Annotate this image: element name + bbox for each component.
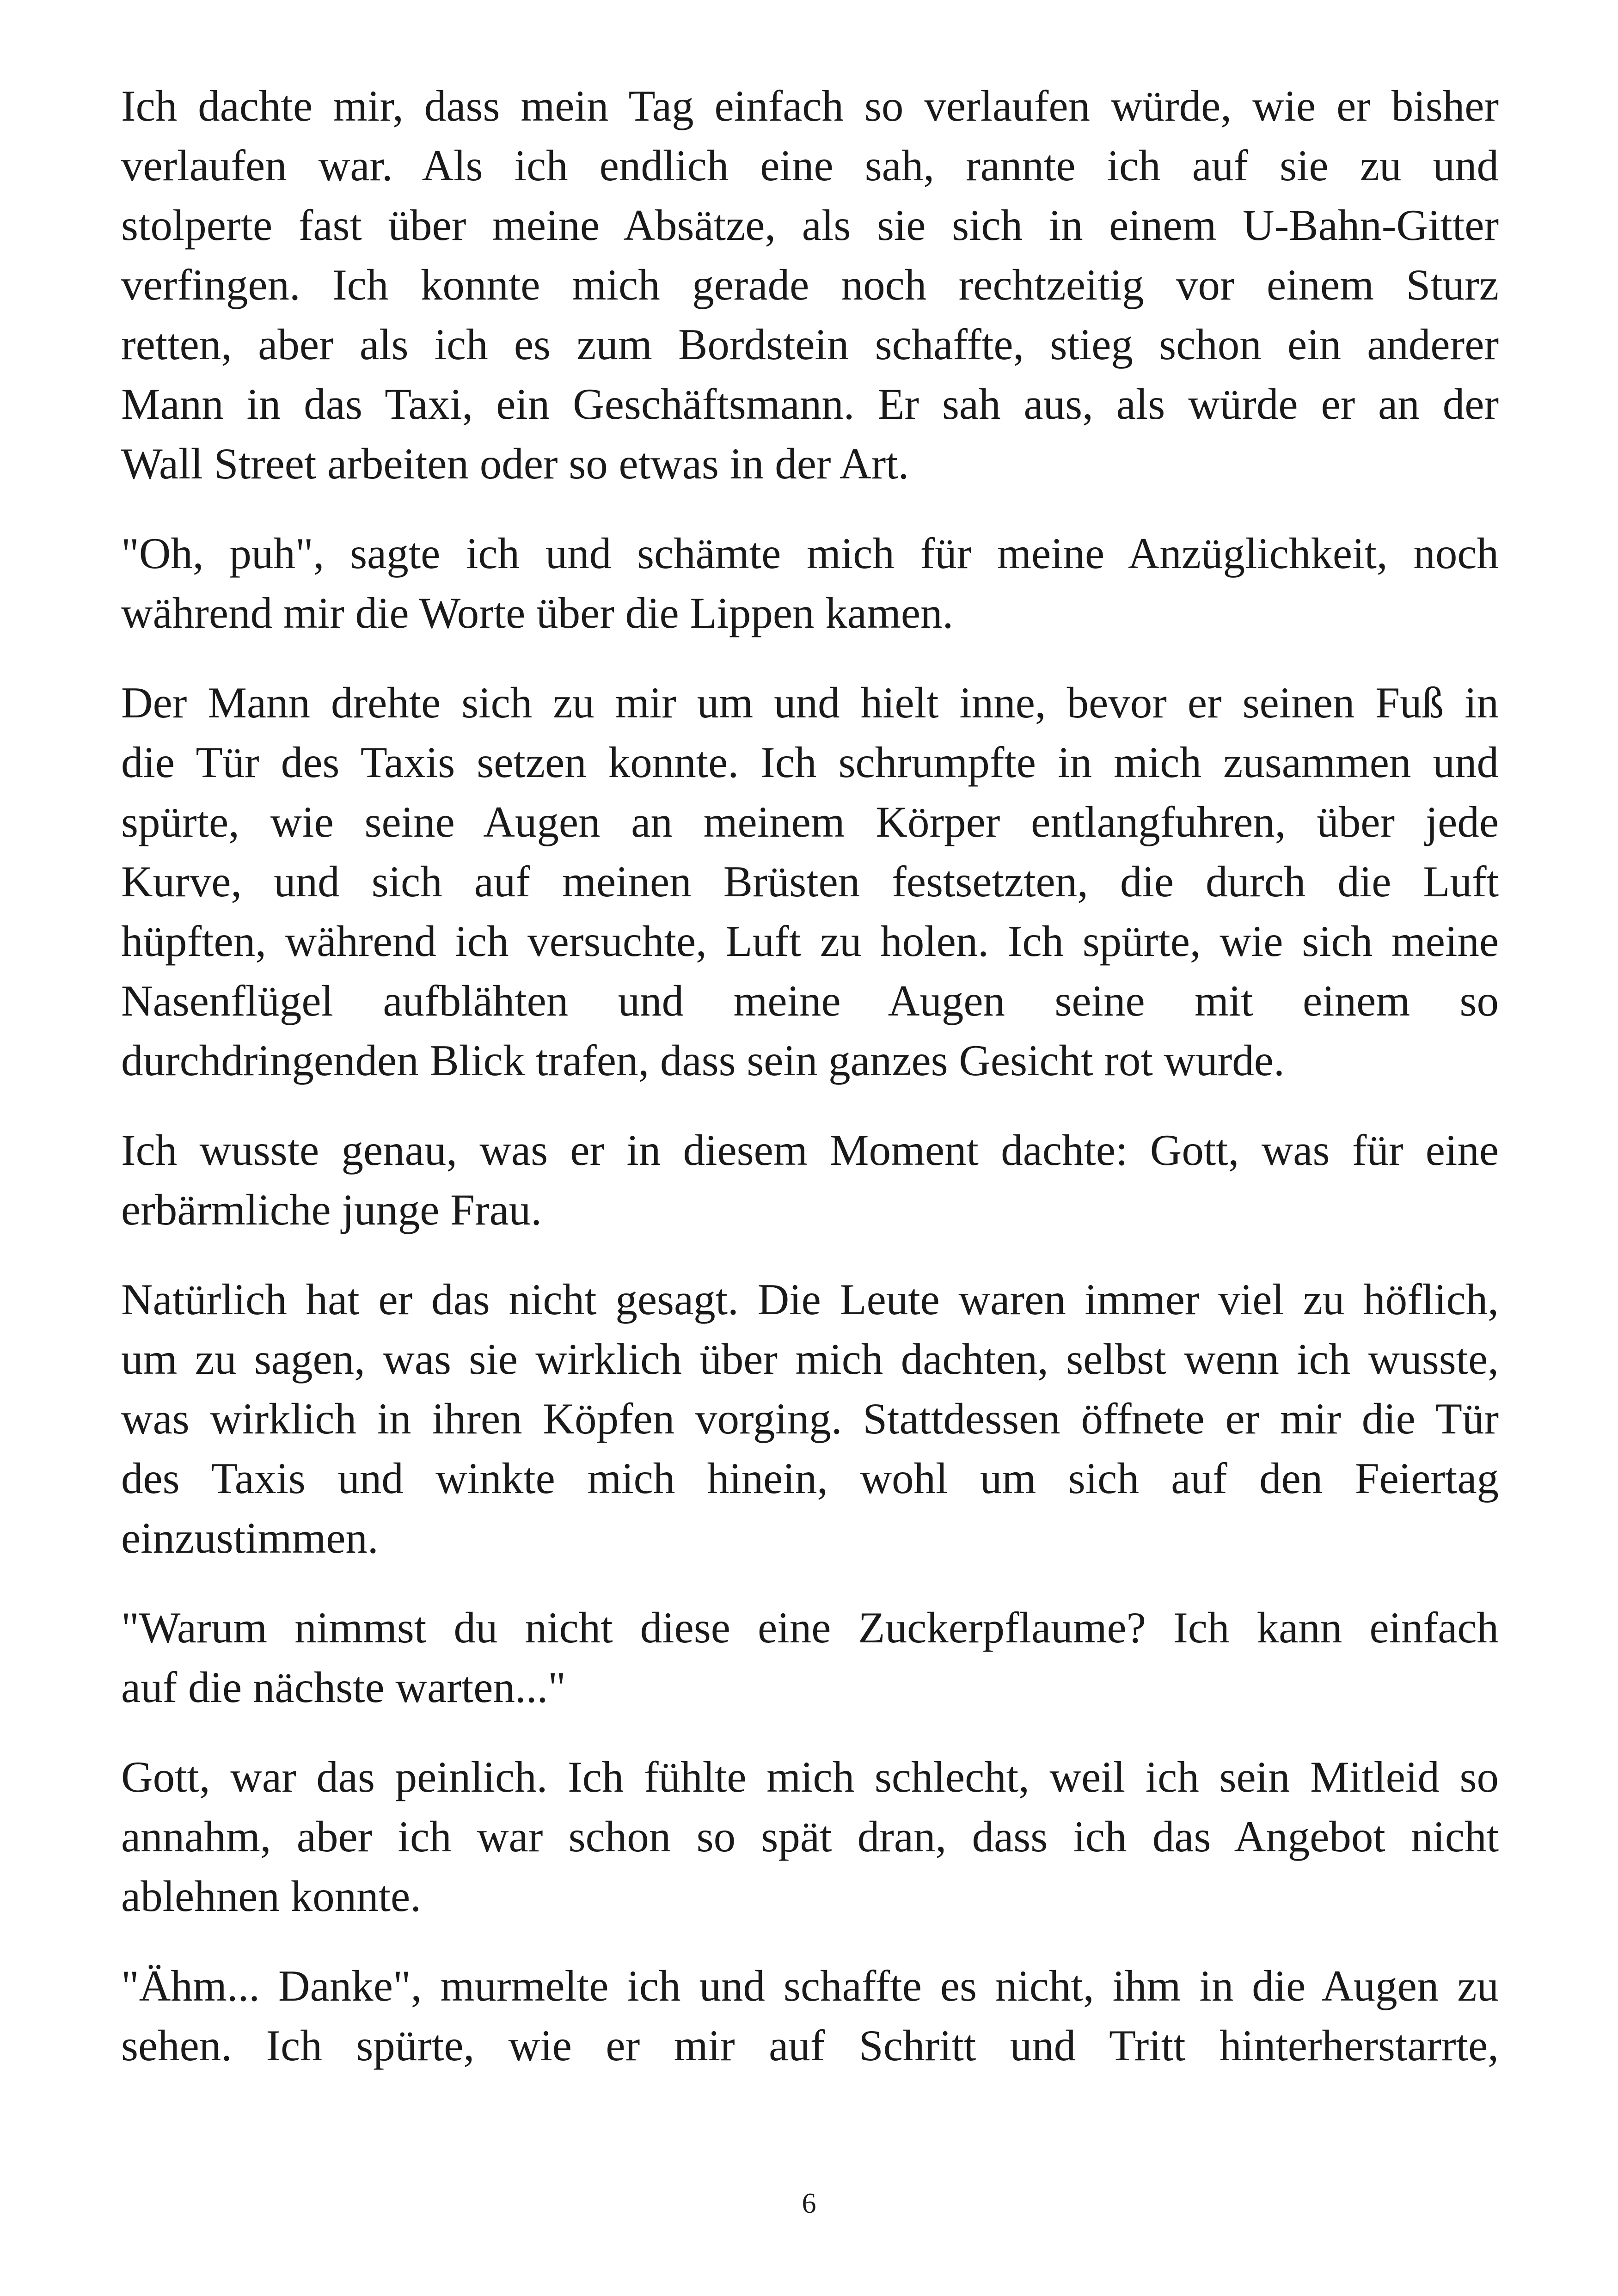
text-line: verfingen. Ich konnte mich gerade noch rechtzeitig vor einem Sturz bbox=[121, 260, 1499, 309]
text-line: annahm, aber ich war schon so spät dran, dass ich das Angebot nicht bbox=[121, 1812, 1499, 1861]
text-line: "Ähm... Danke", murmelte ich und schaffte es nicht, ihm in die Augen zu bbox=[121, 1961, 1499, 2010]
text-line: was wirklich in ihren Köpfen vorging. Stattdessen öffnete er mir die Tür bbox=[121, 1394, 1499, 1443]
text-line: Natürlich hat er das nicht gesagt. Die Leute waren immer viel zu höflich, bbox=[121, 1275, 1499, 1324]
text-line: die Tür des Taxis setzen konnte. Ich schrumpfte in mich zusammen und bbox=[121, 738, 1499, 787]
text-line: Kurve, und sich auf meinen Brüsten festsetzten, die durch die Luft bbox=[121, 857, 1499, 906]
text-line: hüpften, während ich versuchte, Luft zu holen. Ich spürte, wie sich meine bbox=[121, 917, 1499, 966]
paragraph-3 bbox=[121, 673, 1499, 1090]
text-line: Ich wusste genau, was er in diesem Moment dachte: Gott, was für eine bbox=[121, 1126, 1499, 1175]
paragraph-8 bbox=[121, 1956, 1499, 2076]
text-line: auf die nächste warten..." bbox=[121, 1663, 566, 1712]
text-line: während mir die Worte über die Lippen kamen. bbox=[121, 588, 954, 637]
text-line: erbärmliche junge Frau. bbox=[121, 1185, 542, 1234]
text-line: Ich dachte mir, dass mein Tag einfach so verlaufen würde, wie er bisher bbox=[121, 81, 1499, 130]
paragraph-6 bbox=[121, 1598, 1499, 1717]
paragraph-5 bbox=[121, 1270, 1499, 1568]
paragraph-1 bbox=[121, 76, 1499, 494]
text-line: ablehnen konnte. bbox=[121, 1872, 421, 1921]
text-line: retten, aber als ich es zum Bordstein schaffte, stieg schon ein anderer bbox=[121, 320, 1499, 369]
text-line: verlaufen war. Als ich endlich eine sah, rannte ich auf sie zu und bbox=[121, 141, 1499, 190]
paragraph-2 bbox=[121, 524, 1499, 643]
text-line: Nasenflügel aufblähten und meine Augen seine mit einem so bbox=[121, 976, 1499, 1025]
text-line: "Oh, puh", sagte ich und schämte mich für meine Anzüglichkeit, noch bbox=[121, 529, 1499, 578]
text-line: Der Mann drehte sich zu mir um und hielt inne, bevor er seinen Fuß in bbox=[121, 678, 1499, 727]
page-number: 6 bbox=[802, 2188, 816, 2219]
text-line: Wall Street arbeiten oder so etwas in der Art. bbox=[121, 439, 909, 488]
text-line: stolperte fast über meine Absätze, als sie sich in einem U-Bahn-Gitter bbox=[121, 201, 1499, 250]
text-line: Mann in das Taxi, ein Geschäftsmann. Er sah aus, als würde er an der bbox=[121, 380, 1499, 429]
text-line: durchdringenden Blick trafen, dass sein ganzes Gesicht rot wurde. bbox=[121, 1036, 1285, 1085]
text-line: einzustimmen. bbox=[121, 1513, 379, 1562]
text-line: spürte, wie seine Augen an meinem Körper entlangfuhren, über jede bbox=[121, 797, 1499, 846]
paragraph-7 bbox=[121, 1747, 1499, 1926]
text-line: des Taxis und winkte mich hinein, wohl um sich auf den Feiertag bbox=[121, 1454, 1499, 1503]
body-text bbox=[121, 76, 1499, 2106]
text-line: um zu sagen, was sie wirklich über mich dachten, selbst wenn ich wusste, bbox=[121, 1335, 1499, 1384]
text-line: "Warum nimmst du nicht diese eine Zuckerpflaume? Ich kann einfach bbox=[121, 1603, 1499, 1652]
paragraph-4 bbox=[121, 1120, 1499, 1240]
text-line: sehen. Ich spürte, wie er mir auf Schritt und Tritt hinterherstarrte, bbox=[121, 2021, 1499, 2070]
text-line: Gott, war das peinlich. Ich fühlte mich schlecht, weil ich sein Mitleid so bbox=[121, 1752, 1499, 1801]
